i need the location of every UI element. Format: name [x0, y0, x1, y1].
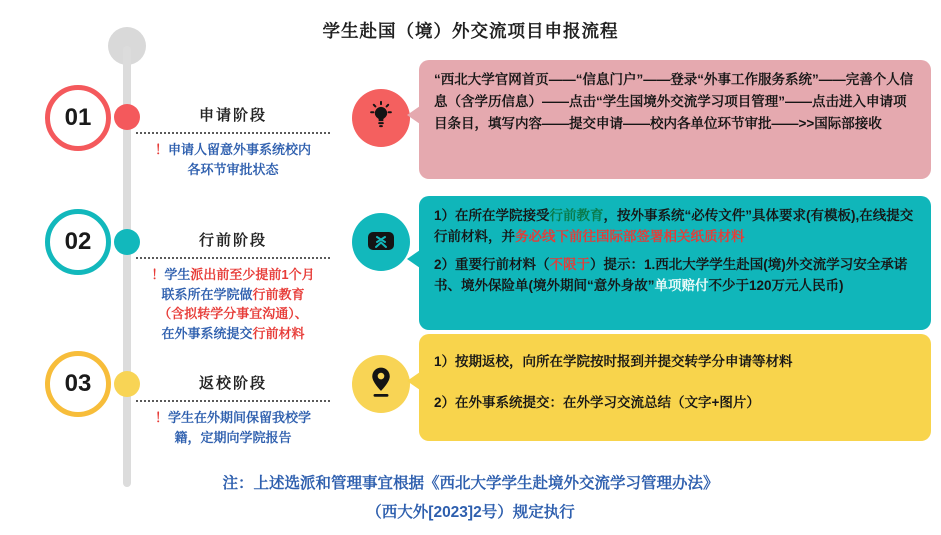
- stage1-icon-badge: [352, 89, 410, 147]
- stage2-warning-line: ！学生派出前至少提前1个月: [151, 267, 315, 282]
- lightbulb-icon: [365, 100, 397, 137]
- stage3-info-box: [419, 334, 931, 441]
- stage3-box-item-1: 1）按期返校，向所在学院按时报到并提交转学分申请等材料: [434, 354, 793, 369]
- stage2-warning: [136, 265, 330, 343]
- stage3-box-item-2: 2）在外事系统提交：在外学习交流总结（文字+图片）: [434, 395, 760, 410]
- footnote: [0, 470, 941, 527]
- stage2-box-item-1: 1）在所在学院接受行前教育，按外事系统“必传文件”具体要求(有模板),在线提交行前材料，并务必线下前往国际部签署相关纸质材料: [434, 208, 914, 245]
- stage1-warning: [136, 140, 330, 179]
- stage2-info-box: [419, 196, 931, 330]
- stage3-icon-badge: [352, 355, 410, 413]
- stage2-box-item-2: 2）重要行前材料（不限于）提示：1.西北大学学生赴国(境)外交流学习安全承诺书、境外保险单(境外期间“意外身故”单项赔付不少于120万元人民币): [434, 256, 908, 293]
- stage1-number: 01: [64, 104, 92, 131]
- stage2-number: 02: [64, 228, 92, 255]
- stage3-label-block: [136, 372, 330, 447]
- stage1-label-block: [136, 104, 330, 179]
- stage2-icon-badge: [352, 213, 410, 271]
- stage1-number-badge: [45, 85, 111, 151]
- page-title: 学生赴国（境）外交流项目申报流程: [322, 21, 619, 41]
- stage3-number-badge: [45, 351, 111, 417]
- footnote-line-2: （西大外[2023]2号）规定执行: [366, 503, 575, 521]
- stage2-number-badge: [45, 209, 111, 275]
- stage2-warning-line: 联系所在学院做行前教育: [161, 286, 305, 302]
- stage1-warning-line: ！申请人留意外事系统校内: [154, 142, 312, 157]
- suitcase-icon: [364, 225, 398, 260]
- stage3-warning: [136, 408, 330, 447]
- stage2-label: 行前阶段: [136, 229, 330, 259]
- stage3-warning-line: 籍，定期向学院报告: [174, 429, 292, 445]
- stage2-warning-line: 在外事系统提交行前材料: [161, 325, 305, 341]
- footnote-line-1: 注：上述选派和管理事宜根据《西北大学学生赴境外交流学习管理办法》: [222, 475, 719, 492]
- stage3-number: 03: [64, 370, 92, 397]
- stage2-label-block: [136, 229, 330, 343]
- stage3-label: 返校阶段: [136, 372, 330, 402]
- stage1-info-box: [419, 60, 931, 179]
- stage1-label: 申请阶段: [136, 104, 330, 134]
- location-pin-icon: [368, 366, 394, 403]
- stage3-warning-line: ！学生在外期间保留我校学: [154, 410, 312, 425]
- stage2-warning-line: （含拟转学分事宜沟通）、: [158, 306, 308, 321]
- stage1-warning-line: 各环节审批状态: [187, 161, 279, 177]
- stage1-box-text: “西北大学官网首页——“信息门户”——登录“外事工作服务系统”——完善个人信息（含学历信息）——点击“学生国境外交流学习项目管理”——点击进入申请项目条目，填写内容——提交申请——校内各单位环节审批——>>国际部接收: [434, 72, 914, 131]
